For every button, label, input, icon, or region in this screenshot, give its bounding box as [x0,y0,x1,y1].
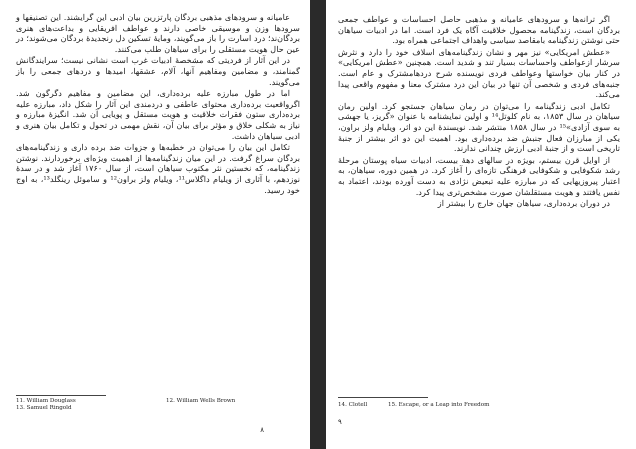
footnote-row [338,402,620,409]
left-page-footnotes [16,398,300,412]
right-page-footnotes [338,402,620,409]
left-page [8,6,308,443]
paragraph: در این آثار از فردیتی که مشخصهٔ ادبیات غرب است نشانی نیست؛ سرایندگانش گمنامند، و مضامین ومفاهیم آنها، آلام، عشقها، امیدها و دردهای جمعی را باز می‌گویند. [16,55,300,87]
paragraph: اگر ترانه‌ها و سرودهای عامیانه و مذهبی حاصل احساسات و عواطف جمعی بردگان است، زندگینامه محصول خلاقیت آگاه یک فرد است. اما در ادبیات سیاهان حتی نوشتن زندگینامه بامقاصد سیاسی واهداف اجتماعی همراه بود. [338,14,620,46]
footnote-row [16,405,300,412]
paragraph: «عطش امریکایی» نیز مهر و نشان زندگینامه‌های اسلاف خود را دارد و نثرش سرشار ازعواطف واحساسات بسیار تند و شدید است. همچنین «عطش امریکایی» در کنار بیان خواستها وعواطف فردی نویسنده شرح دردهامشترک و عام است. جنبه‌های فردی و شخصی آن تنها در بیان این درد مشترک معنا و مفهوم واقعی پیدا می‌کند. [338,46,620,100]
footnote-rule [16,395,106,396]
paragraph: تکامل ادبی زندگینامه را می‌توان در رمان سیاهان جستجو کرد. اولین رمان سیاهان در سال ۱۸۵۳، به نام کلوتل¹⁴ و اولین نمایشنامه با عنوان «گریز، یا جهشی به سوی آزادی»¹⁵ در سال ۱۸۵۸ منتشر شد. نویسندهٔ این دو اثر، ویلیام ولز براون، یکی از مبارزان فعال جنبش ضد برده‌داری بود. اهمیت این دو اثر بیشتر از جنبهٔ تاریخی است و از جنبهٔ ادبی ارزش چندانی ندارند. [338,100,620,154]
paragraph: عامیانه و سرودهای مذهبی بردگان پارتزرین بیان ادبی این گرایشند. این تصنیفها و سرودها وزن و موسیقی خاصی دارند و عواطف افریقایی و بداعت‌های هنری بردگان‌ند؛ درد اسارت را باز می‌گویند، ومایهٔ تسکین دل رنجدیدهٔ بردگان می‌شوند؛ در عین حال هویت مستقلی را برای سیاهان طلب می‌کنند. [16,12,300,54]
footnote: 13. Samuel Ringold [16,405,72,411]
right-page [330,6,628,443]
book-spine [310,0,326,449]
paragraph: تکامل این بیان را می‌توان در خطبه‌ها و جزوات ضد برده داری و زندگینامه‌های بردگان سراغ گرفت. در این میان زندگینامه‌ها از اهمیت ویژه‌ای برخوردارند. نوشتن زندگینامه، که نخستین نثر مکتوب سیاهان است، از سال ۱۷۶۰ آغاز شد و در سدهٔ نوزدهم، با آثاری از ویلیام داگلاس¹¹، ویلیام ولز براون¹² و ساموئل رینگلد¹³، به اوج خود رسید. [16,142,301,195]
paragraph: در دوران برده‌داری، سیاهان جهان خارج را بیشتر از [437,198,610,209]
footnote-row [16,398,300,405]
page-number: ۸ [260,426,264,434]
footnote: 14. Clotell [338,402,368,408]
right-page-body [338,14,620,210]
footnote-rule [338,397,428,398]
footnote: 15. Escape, or a Leap into Freedom [388,402,490,408]
page-number: ۹ [338,418,342,426]
footnote: 11. William Douglass [16,398,76,404]
paragraph: از اوایل قرن بیستم، بویژه در سالهای دههٔ بیست، ادبیات سیاه پوستان مرحلهٔ رشد شکوفایی و شکوفایی فرهنگی تازه‌ای را آغاز کرد. در همین دوره، سیاهان، به اعتبار پیروزیهایی که در مبارزه علیه تبعیض نژادی به دست آورده بودند، اعتماد به نفس یافتند و هویت مستقلشان صورت مشخص‌تری پیدا کرد. [338,154,620,197]
footnote: 12. William Wells Brown [166,398,236,404]
left-page-body [16,12,300,196]
paragraph: اما در طول مبارزه علیه برده‌داری، این مضامین و مفاهیم دگرگون شد. اگرواقعیت برده‌داری محتوای عاطفی و درد‌مندی این آثار را شکل داد، مبارزه علیه برده‌داری ستون فقرات خلاقیت و هویت مستقل و پویایی آن شد. انگیزهٔ مبارزه و نیاز به شکلی خلاق و مؤثر برای بیان آن، نقش مهمی در تحول و تکامل بیان هنری و ادبی سیاهان داشت. [16,88,300,141]
